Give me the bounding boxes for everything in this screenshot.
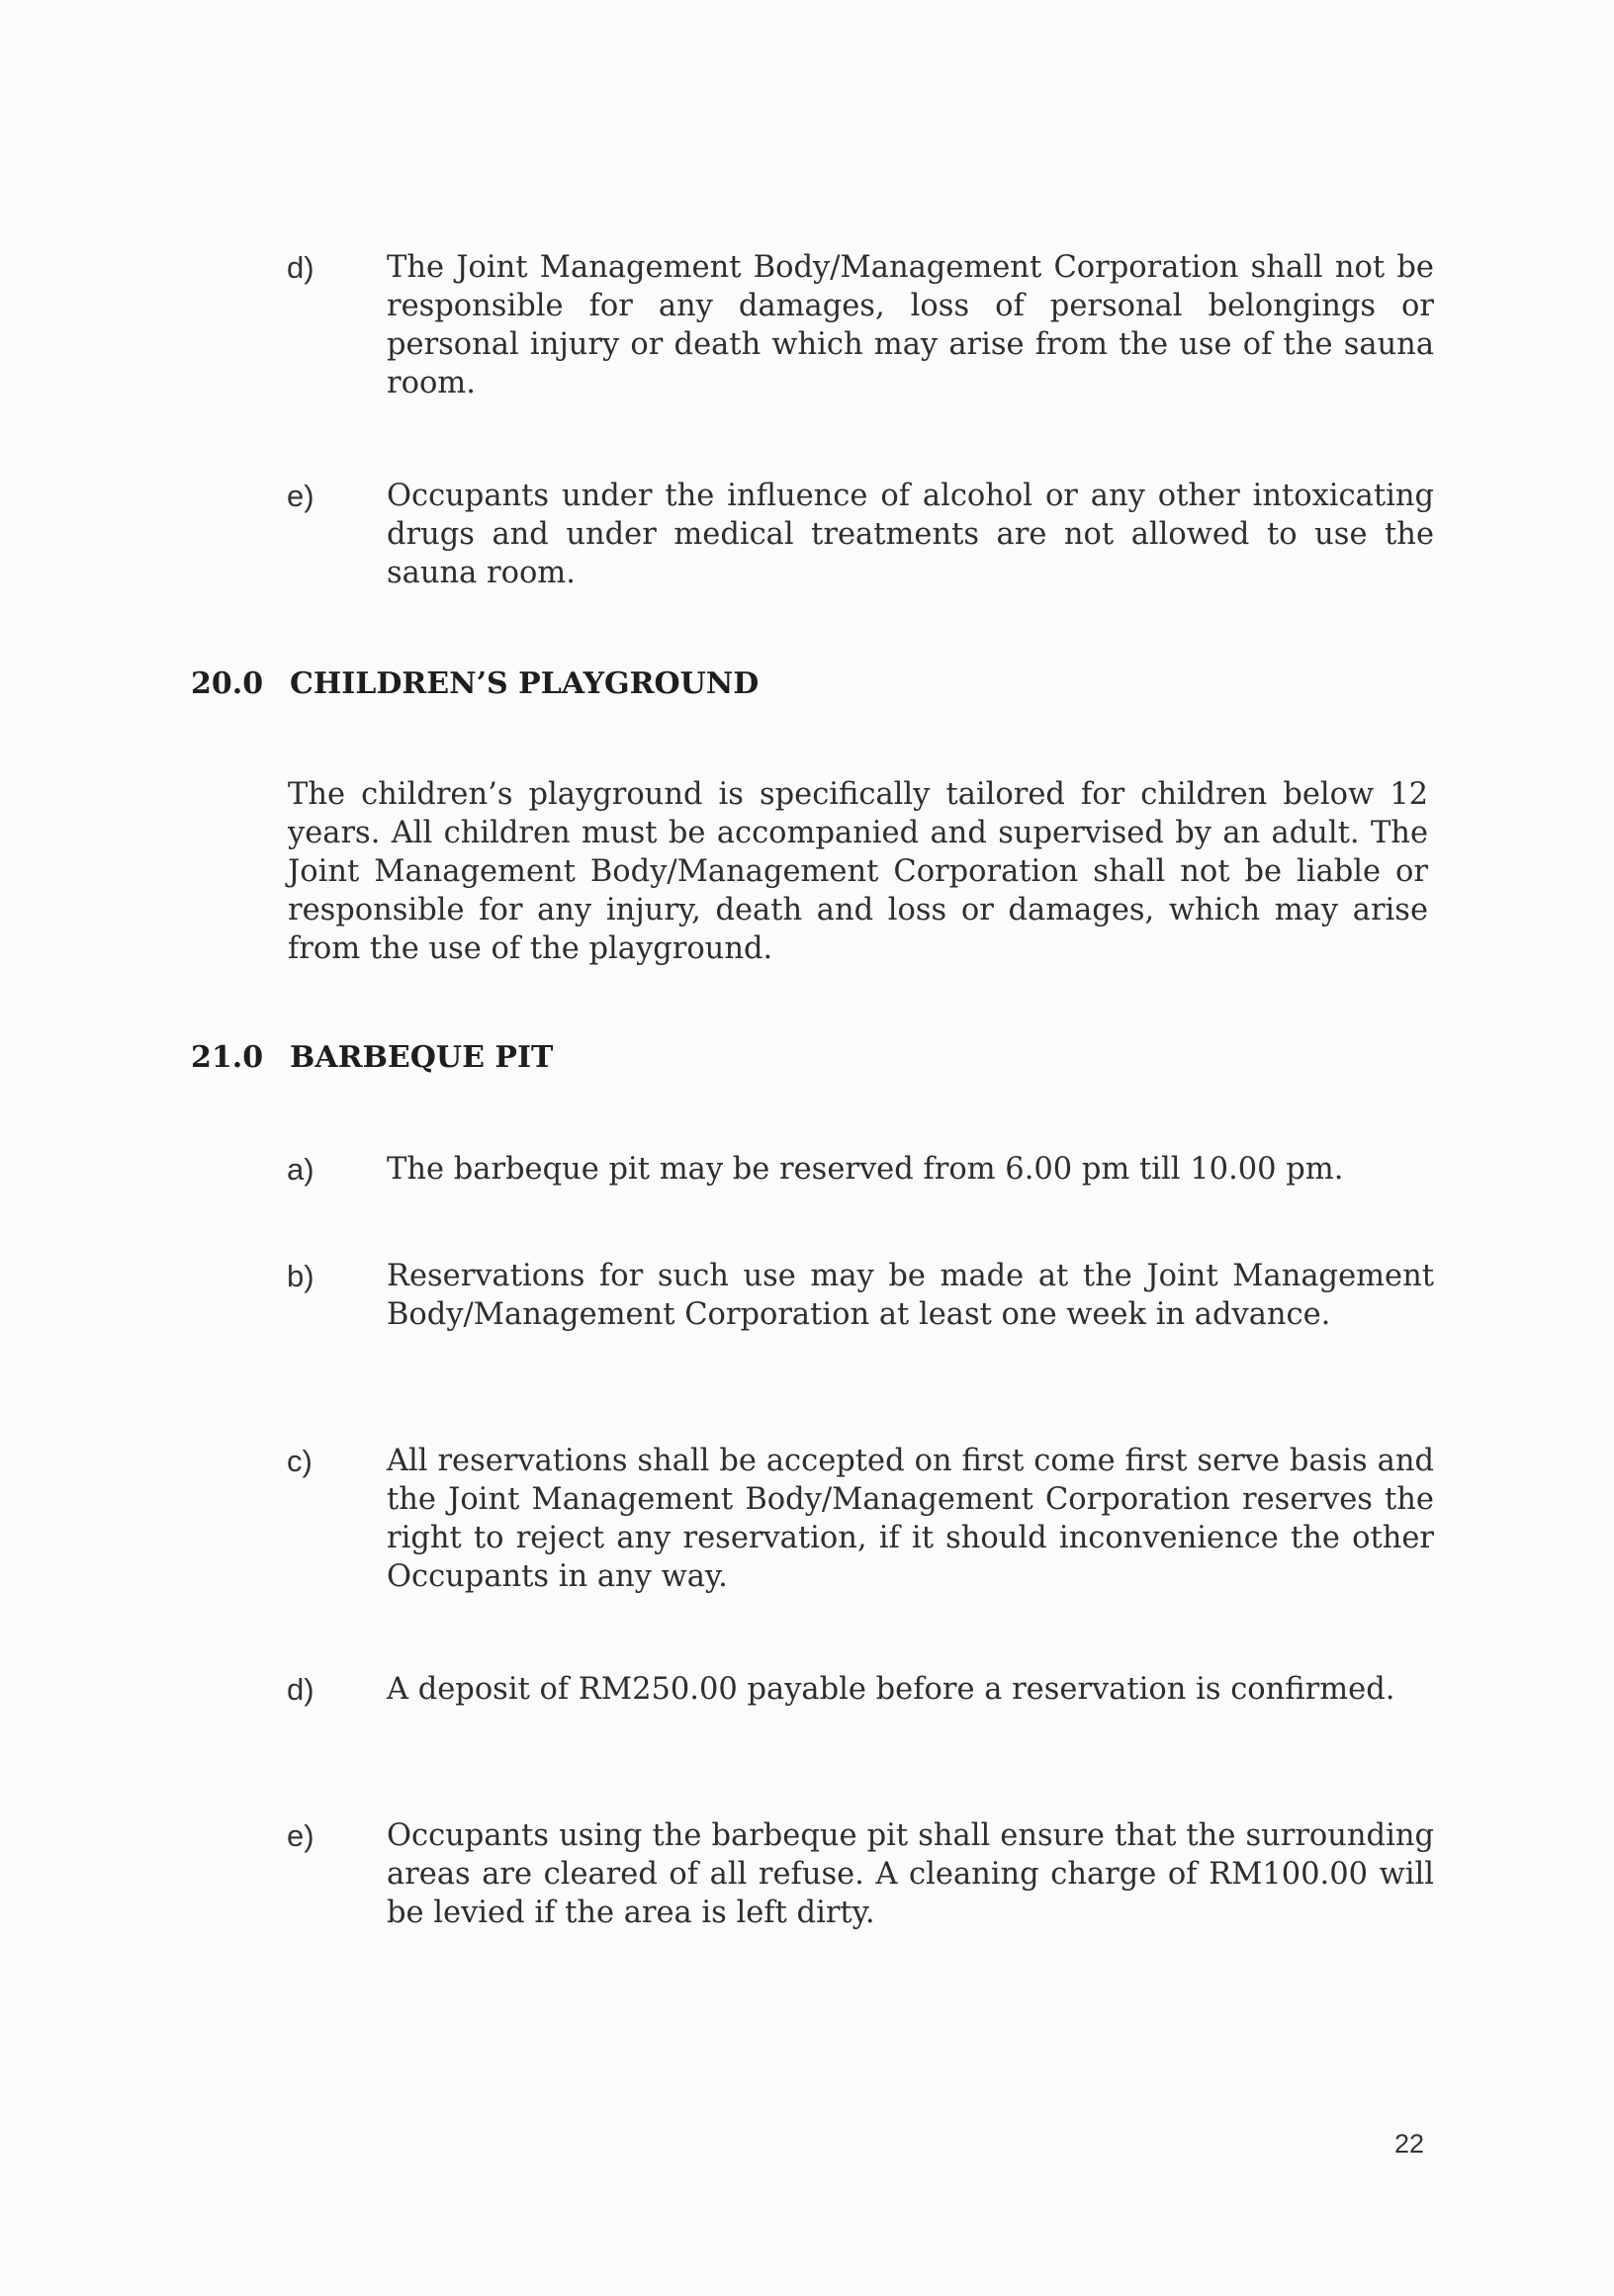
list-item-text: Reservations for such use may be made at the Joint Management Body/Management Corporation at least one week in advance. <box>387 1259 1434 1332</box>
section-title: CHILDREN’S PLAYGROUND <box>290 666 760 701</box>
list-item-sauna-e <box>287 477 1434 592</box>
list-item-bbq-e <box>287 1816 1434 1932</box>
list-item-text: The Joint Management Body/Management Corporation shall not be responsible for any damages, loss of personal belongings or personal injury or death which may arise from the use of the sauna room. <box>387 250 1434 400</box>
list-item-label: a) <box>287 1152 314 1187</box>
list-item-bbq-d <box>287 1670 1434 1709</box>
list-item-label: d) <box>287 1672 314 1707</box>
playground-paragraph: The children’s playground is specifically tailored for children below 12 years. All children must be accompanied and supervised by an adult. The Joint Management Body/Management Corporation shall not be liable or responsible for any injury, death and loss or damages, which may arise from the use of the playground. <box>288 777 1428 966</box>
list-item-sauna-d <box>287 248 1434 402</box>
page-number: 22 <box>1394 2129 1425 2159</box>
list-item-label: e) <box>287 479 314 513</box>
list-item-text: The barbeque pit may be reserved from 6.00 pm till 10.00 pm. <box>387 1152 1344 1187</box>
section-title: BARBEQUE PIT <box>290 1040 554 1075</box>
list-item-label: c) <box>287 1444 313 1478</box>
list-item-text: Occupants using the barbeque pit shall ensure that the surrounding areas are cleared of all refuse. A cleaning charge of RM100.00 will be levied if the area is left dirty. <box>387 1818 1434 1930</box>
list-item-label: b) <box>287 1259 314 1293</box>
list-item-text: All reservations shall be accepted on first come first serve basis and the Joint Management Body/Management Corporation reserves the right to reject any reservation, if it should inconvenience the other Occupants in any way. <box>387 1444 1434 1594</box>
section-heading-playground <box>191 664 759 704</box>
section-number: 20.0 <box>191 666 264 701</box>
list-item-text: Occupants under the influence of alcohol or any other intoxicating drugs and under medical treatments are not allowed to use the sauna room. <box>387 479 1434 590</box>
section-number: 21.0 <box>191 1040 264 1075</box>
list-item-bbq-a <box>287 1150 1434 1189</box>
list-item-bbq-b <box>287 1257 1434 1334</box>
list-item-text: A deposit of RM250.00 payable before a reservation is confirmed. <box>387 1672 1395 1707</box>
list-item-label: e) <box>287 1818 314 1853</box>
list-item-bbq-c <box>287 1442 1434 1596</box>
list-item-label: d) <box>287 250 314 285</box>
section-heading-barbeque <box>191 1038 553 1078</box>
